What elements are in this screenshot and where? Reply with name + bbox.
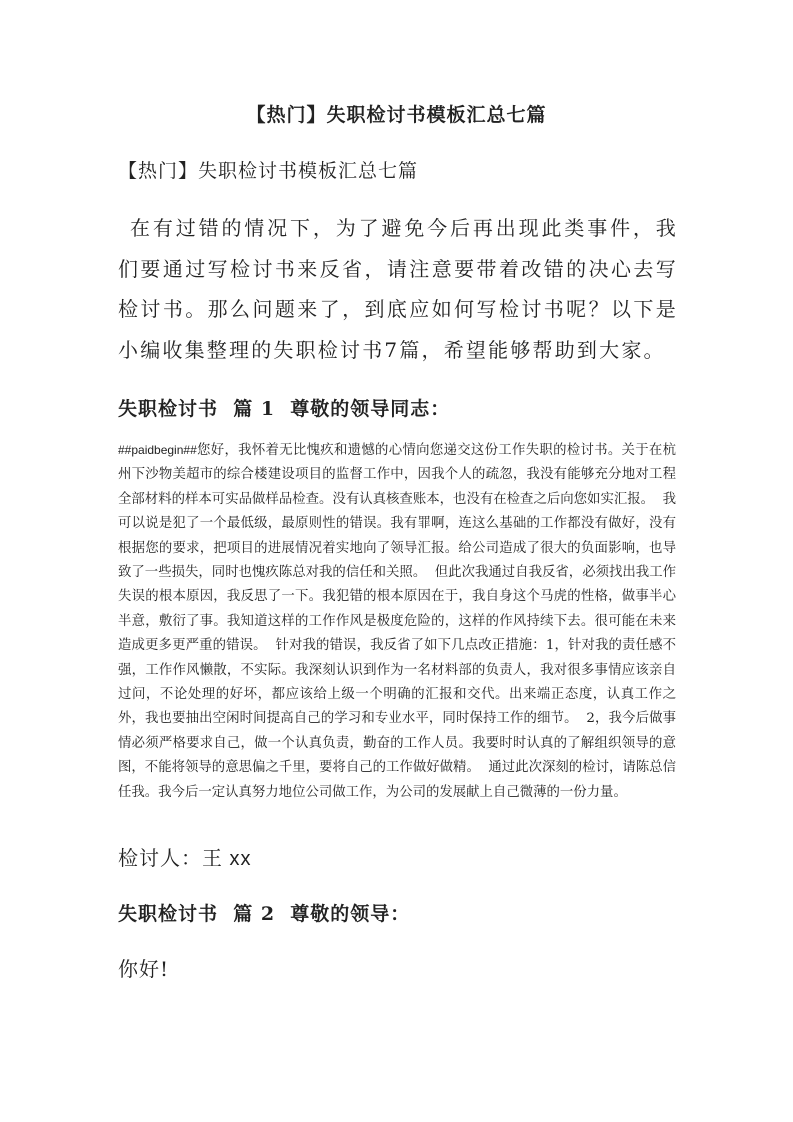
signature-label: 检讨人：	[118, 846, 202, 870]
intro-paragraph: 在有过错的情况下，为了避免今后再出现此类事件，我们要通过写检讨书来反省，请注意要带着改错的决心去写检讨书。那么问题来了，到底应如何写检讨书呢？以下是小编收集整理的失职检讨书7篇，希望能够帮助到大家。	[118, 216, 678, 362]
document-subtitle: 【热门】失职检讨书模板汇总七篇	[118, 160, 419, 182]
section-1-heading: 失职检讨书 篇 1 尊敬的领导同志：	[118, 398, 451, 420]
section-2-heading: 失职检讨书 篇 2 尊敬的领导：	[118, 903, 411, 925]
document-title: 【热门】失职检讨书模板汇总七篇	[246, 104, 547, 126]
section-2-greeting: 你好!	[118, 957, 170, 981]
section-1-body-text: 您好，我怀着无比愧疚和遗憾的心情向您递交这份工作失职的检讨书。关于在杭州下沙物美超市的综合楼建设项目的监督工作中，因我个人的疏忽，我没有能够充分地对工程全部材料的样本可实品做样品检查。没有认真核查账本，也没有在检查之后向您如实汇报。 我可以说是犯了一个最低级，最原则性的错误。我有罪啊，连这么基础的工作都没有做好，没有根据您的要求，把项目的进展情况着实地向了领导汇报。给公司造成了很大的负面影响，也导致了一些损失，同时也愧疚陈总对我的信任和关照。 但此次我通过自我反省，必须找出我工作失误的根本原因，我反思了一下。我犯错的根本原因在于，我自身这个马虎的性格，做事半心半意，敷衍了事。我知道这样的工作作风是极度危险的，这样的作风持续下去。很可能在未来造成更多更严重的错误。 针对我的错误，我反省了如下几点改正措施：1，针对我的责任感不强，工作作风懒散，不实际。我深刻认识到作为一名材料部的负责人，我对很多事情应该亲自过问，不论处理的好坏，都应该给上级一个明确的汇报和交代。出来端正态度，认真工作之外，我也要抽出空闲时间提高自己的学习和专业水平，同时保持工作的细节。 2，我今后做事情必须严格要求自己，做一个认真负责，勤奋的工作人员。我要时时认真的了解组织领导的意图，不能将领导的意思偏之千里，要将自己的工作做好做精。 通过此次深刻的检讨，请陈总信任我。我今后一定认真努力地位公司做工作，为公司的发展献上自己微薄的一份力量。	[118, 443, 676, 800]
signature-name: 王 xx	[202, 848, 252, 870]
section-1-body	[118, 438, 676, 805]
paid-begin-marker: ##paidbegin##	[118, 443, 197, 457]
signature-line	[118, 843, 252, 874]
